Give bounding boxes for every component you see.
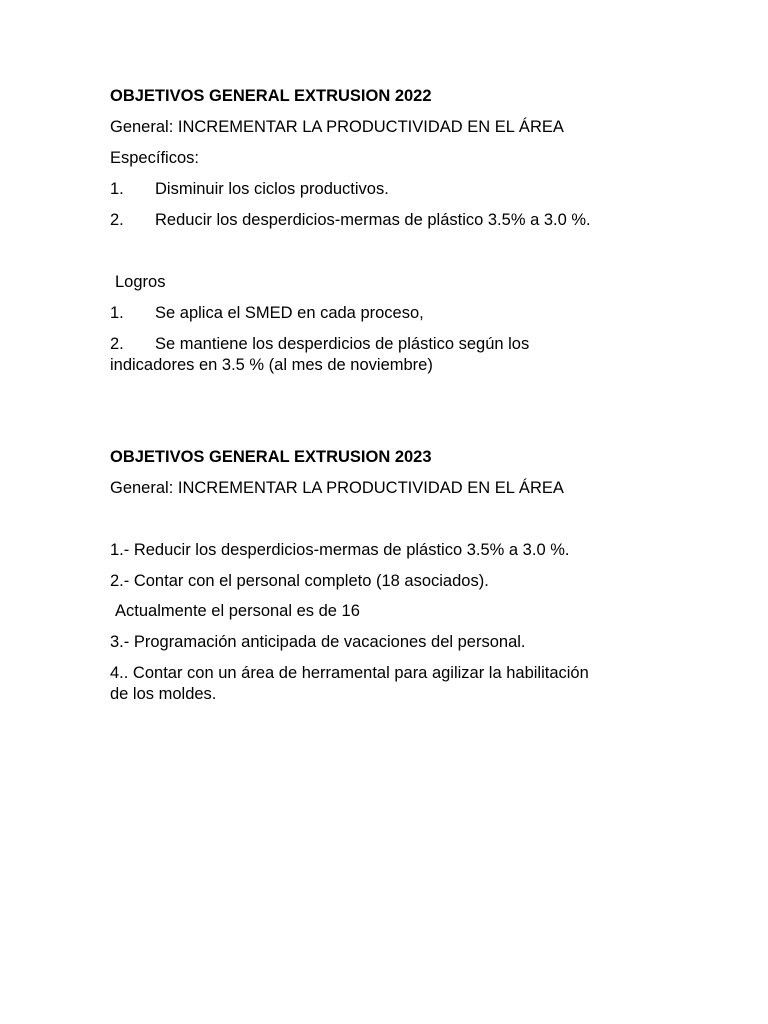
general-label: General:: [110, 479, 174, 497]
section-2023-title: OBJETIVOS GENERAL EXTRUSION 2023: [110, 448, 432, 466]
general-text: INCREMENTAR LA PRODUCTIVIDAD EN EL ÁREA: [173, 479, 564, 497]
specific-item: [110, 179, 389, 199]
item-text: Se aplica el SMED en cada proceso,: [155, 304, 424, 322]
general-text: INCREMENTAR LA PRODUCTIVIDAD EN EL ÁREA: [173, 118, 564, 136]
item-text: Se mantiene los desperdicios de plástico según los: [155, 335, 530, 353]
objective-item: 4.. Contar con un área de herramental para agilizar la habilitación: [110, 664, 589, 682]
section-2022-general: [110, 117, 564, 137]
objective-note: Actualmente el personal es de 16: [115, 602, 360, 620]
general-label: General:: [110, 118, 174, 136]
objective-item-continuation: de los moldes.: [110, 685, 217, 703]
achievements-heading: Logros: [115, 273, 166, 291]
item-number: 1.: [110, 304, 124, 322]
section-2022-title: OBJETIVOS GENERAL EXTRUSION 2022: [110, 87, 432, 105]
item-number: 2.: [110, 211, 124, 229]
objective-item: 2.- Contar con el personal completo (18 asociados).: [110, 572, 489, 590]
section-2023-general: [110, 478, 564, 498]
specific-heading: Específicos:: [110, 149, 199, 167]
objective-item: 3.- Programación anticipada de vacaciones del personal.: [110, 633, 526, 651]
objective-item: 1.- Reducir los desperdicios-mermas de plástico 3.5% a 3.0 %.: [110, 541, 570, 559]
item-number: 2.: [110, 335, 124, 353]
specific-item: [110, 210, 591, 230]
item-text: Reducir los desperdicios-mermas de plástico 3.5% a 3.0 %.: [155, 211, 591, 229]
item-number: 1.: [110, 180, 124, 198]
achievement-item: [110, 303, 424, 323]
item-text: Disminuir los ciclos productivos.: [155, 180, 389, 198]
achievement-item: [110, 334, 529, 354]
achievement-item-continuation: indicadores en 3.5 % (al mes de noviembre): [110, 356, 433, 374]
